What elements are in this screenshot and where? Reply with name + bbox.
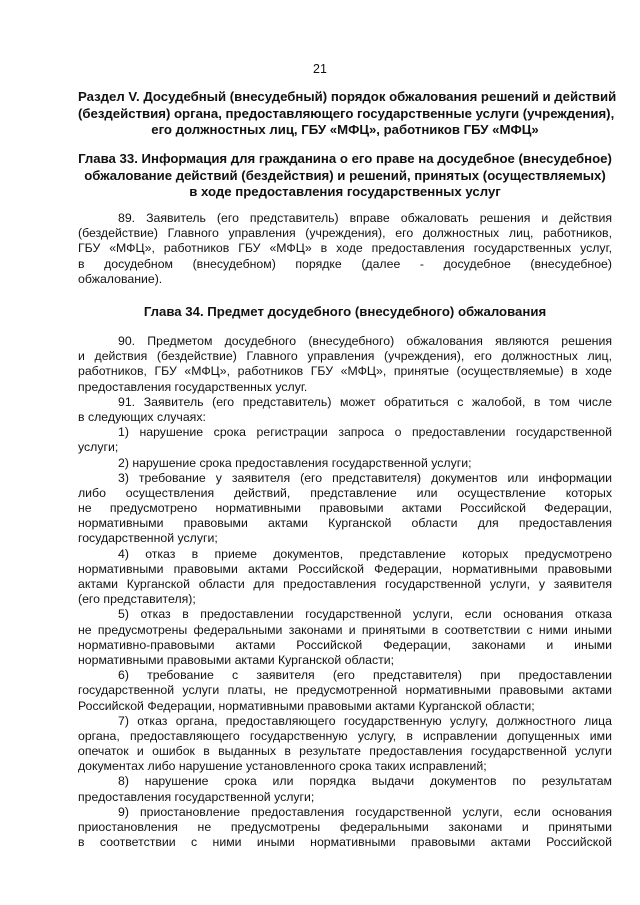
chapter-title-line: Глава 33. Информация для гражданина о его праве на досудебное (внесудебное) bbox=[78, 151, 612, 166]
text-line: (бездействие) Главного управления (учреждения), его должностных лиц, работников, bbox=[78, 226, 612, 241]
list-item-line: либо осуществления действий, представление или осуществление которых bbox=[78, 485, 612, 500]
list-item-line: услуги; bbox=[78, 440, 119, 455]
paragraph-90 bbox=[78, 334, 612, 850]
list-item-line: государственной услуги; bbox=[78, 531, 218, 546]
text-line: работников, ГБУ «МФЦ», работников ГБУ «МФЦ», принятые (осуществляемые) в ходе bbox=[78, 364, 612, 379]
list-item-line: 6) требование с заявителя (его представителя) при предоставлении bbox=[118, 668, 612, 683]
list-item-line: не предусмотрено нормативными правовыми актами Российской Федерации, bbox=[78, 501, 612, 516]
list-item-line: документах либо нарушение установленного срока таких исправлений; bbox=[78, 759, 487, 774]
section-title-line: (бездействия) органа, предоставляющего государственные услуги (учреждения), bbox=[78, 105, 615, 121]
list-item-line: 5) отказ в предоставлении государственной услуги, если основания отказа bbox=[118, 607, 612, 622]
text-line: в следующих случаях: bbox=[78, 409, 206, 424]
chapter-title-line: Глава 34. Предмет досудебного (внесудебного) обжалования bbox=[143, 304, 547, 319]
text-line: предоставления государственных услуг. bbox=[78, 379, 308, 394]
text-line: 90. Предметом досудебного (внесудебного) обжалования являются решения bbox=[118, 334, 612, 348]
text-line: обжалование). bbox=[78, 271, 163, 286]
list-item-line: 9) приостановление предоставления государственной услуги, если основания bbox=[118, 804, 612, 819]
text-line: и действия (бездействие) Главного управления (учреждения), его должностных лиц, bbox=[78, 349, 612, 364]
list-item-line: приостановления не предусмотрены федеральными законами и принятыми bbox=[78, 820, 612, 834]
text-line: ГБУ «МФЦ», работников ГБУ «МФЦ» в ходе предоставления государственных услуг, bbox=[78, 241, 612, 256]
list-item-line: нормативными правовыми актами Курганской области для предоставления bbox=[78, 516, 612, 531]
chapter-33-title bbox=[78, 151, 612, 201]
chapter-title-line: в ходе предоставления государственных услуг bbox=[189, 184, 501, 199]
section-title-line: Раздел V. Досудебный (внесудебный) порядок обжалования решений и действий bbox=[78, 89, 617, 104]
list-item-line: 8) нарушение срока или порядка выдачи документов по результатам bbox=[118, 774, 612, 789]
list-item-line: актами Курганской области для предоставления государственной услуги, у заявителя bbox=[78, 577, 612, 591]
list-item-line: нормативными правовыми актами Российской Федерации, нормативными правовыми bbox=[78, 561, 612, 576]
list-item-line: 4) отказ в приеме документов, представление которых предусмотрено bbox=[118, 546, 612, 561]
list-item-line: предоставления государственной услуги; bbox=[78, 789, 315, 804]
text-line: 91. Заявитель (его представитель) может обратиться с жалобой, в том числе bbox=[118, 394, 612, 409]
list-item-line: Российской Федерации, нормативными правовыми актами Курганской области; bbox=[78, 698, 535, 713]
chapter-34-title bbox=[78, 304, 612, 321]
list-item-line: 3) требование у заявителя (его представителя) документов или информации bbox=[118, 470, 612, 485]
list-item-line: нормативными правовыми актами Курганской области; bbox=[78, 652, 395, 667]
text-line: 89. Заявитель (его представитель) вправе обжаловать решения и действия bbox=[118, 211, 612, 225]
text-line: в досудебном (внесудебном) порядке (далее - досудебное (внесудебное) bbox=[78, 256, 612, 271]
paragraph-89 bbox=[78, 211, 612, 287]
list-item-line: в соответствии с ними иными нормативными правовыми актами Российской bbox=[78, 835, 612, 850]
section-title bbox=[78, 89, 617, 139]
list-item-line: государственной услуги платы, не предусмотренной нормативными правовыми актами bbox=[78, 683, 612, 698]
page-number: 21 bbox=[313, 62, 327, 76]
list-item-line: 2) нарушение срока предоставления государственной услуги; bbox=[118, 455, 472, 470]
list-item-line: 1) нарушение срока регистрации запроса о предоставлении государственной bbox=[118, 425, 612, 440]
section-title-line: его должностных лиц, ГБУ «МФЦ», работников ГБУ «МФЦ» bbox=[151, 122, 539, 137]
list-item-line: (его представителя); bbox=[78, 592, 196, 607]
list-item-line: органа, предоставляющего государственную услугу, в исправлении допущенных ими bbox=[78, 728, 612, 743]
list-item-line: опечаток и ошибок в выданных в результате предоставления государственной услуги bbox=[78, 744, 612, 759]
list-item-line: нормативно-правовыми актами Российской Федерации, законами и иными bbox=[78, 637, 612, 652]
list-item-line: не предусмотрены федеральными законами и принятыми в соответствии с ними иными bbox=[78, 622, 612, 637]
chapter-title-line: обжалование действий (бездействия) и решений, принятых (осуществляемых) bbox=[84, 167, 606, 183]
list-item-line: 7) отказ органа, предоставляющего государственную услугу, должностного лица bbox=[118, 713, 612, 728]
